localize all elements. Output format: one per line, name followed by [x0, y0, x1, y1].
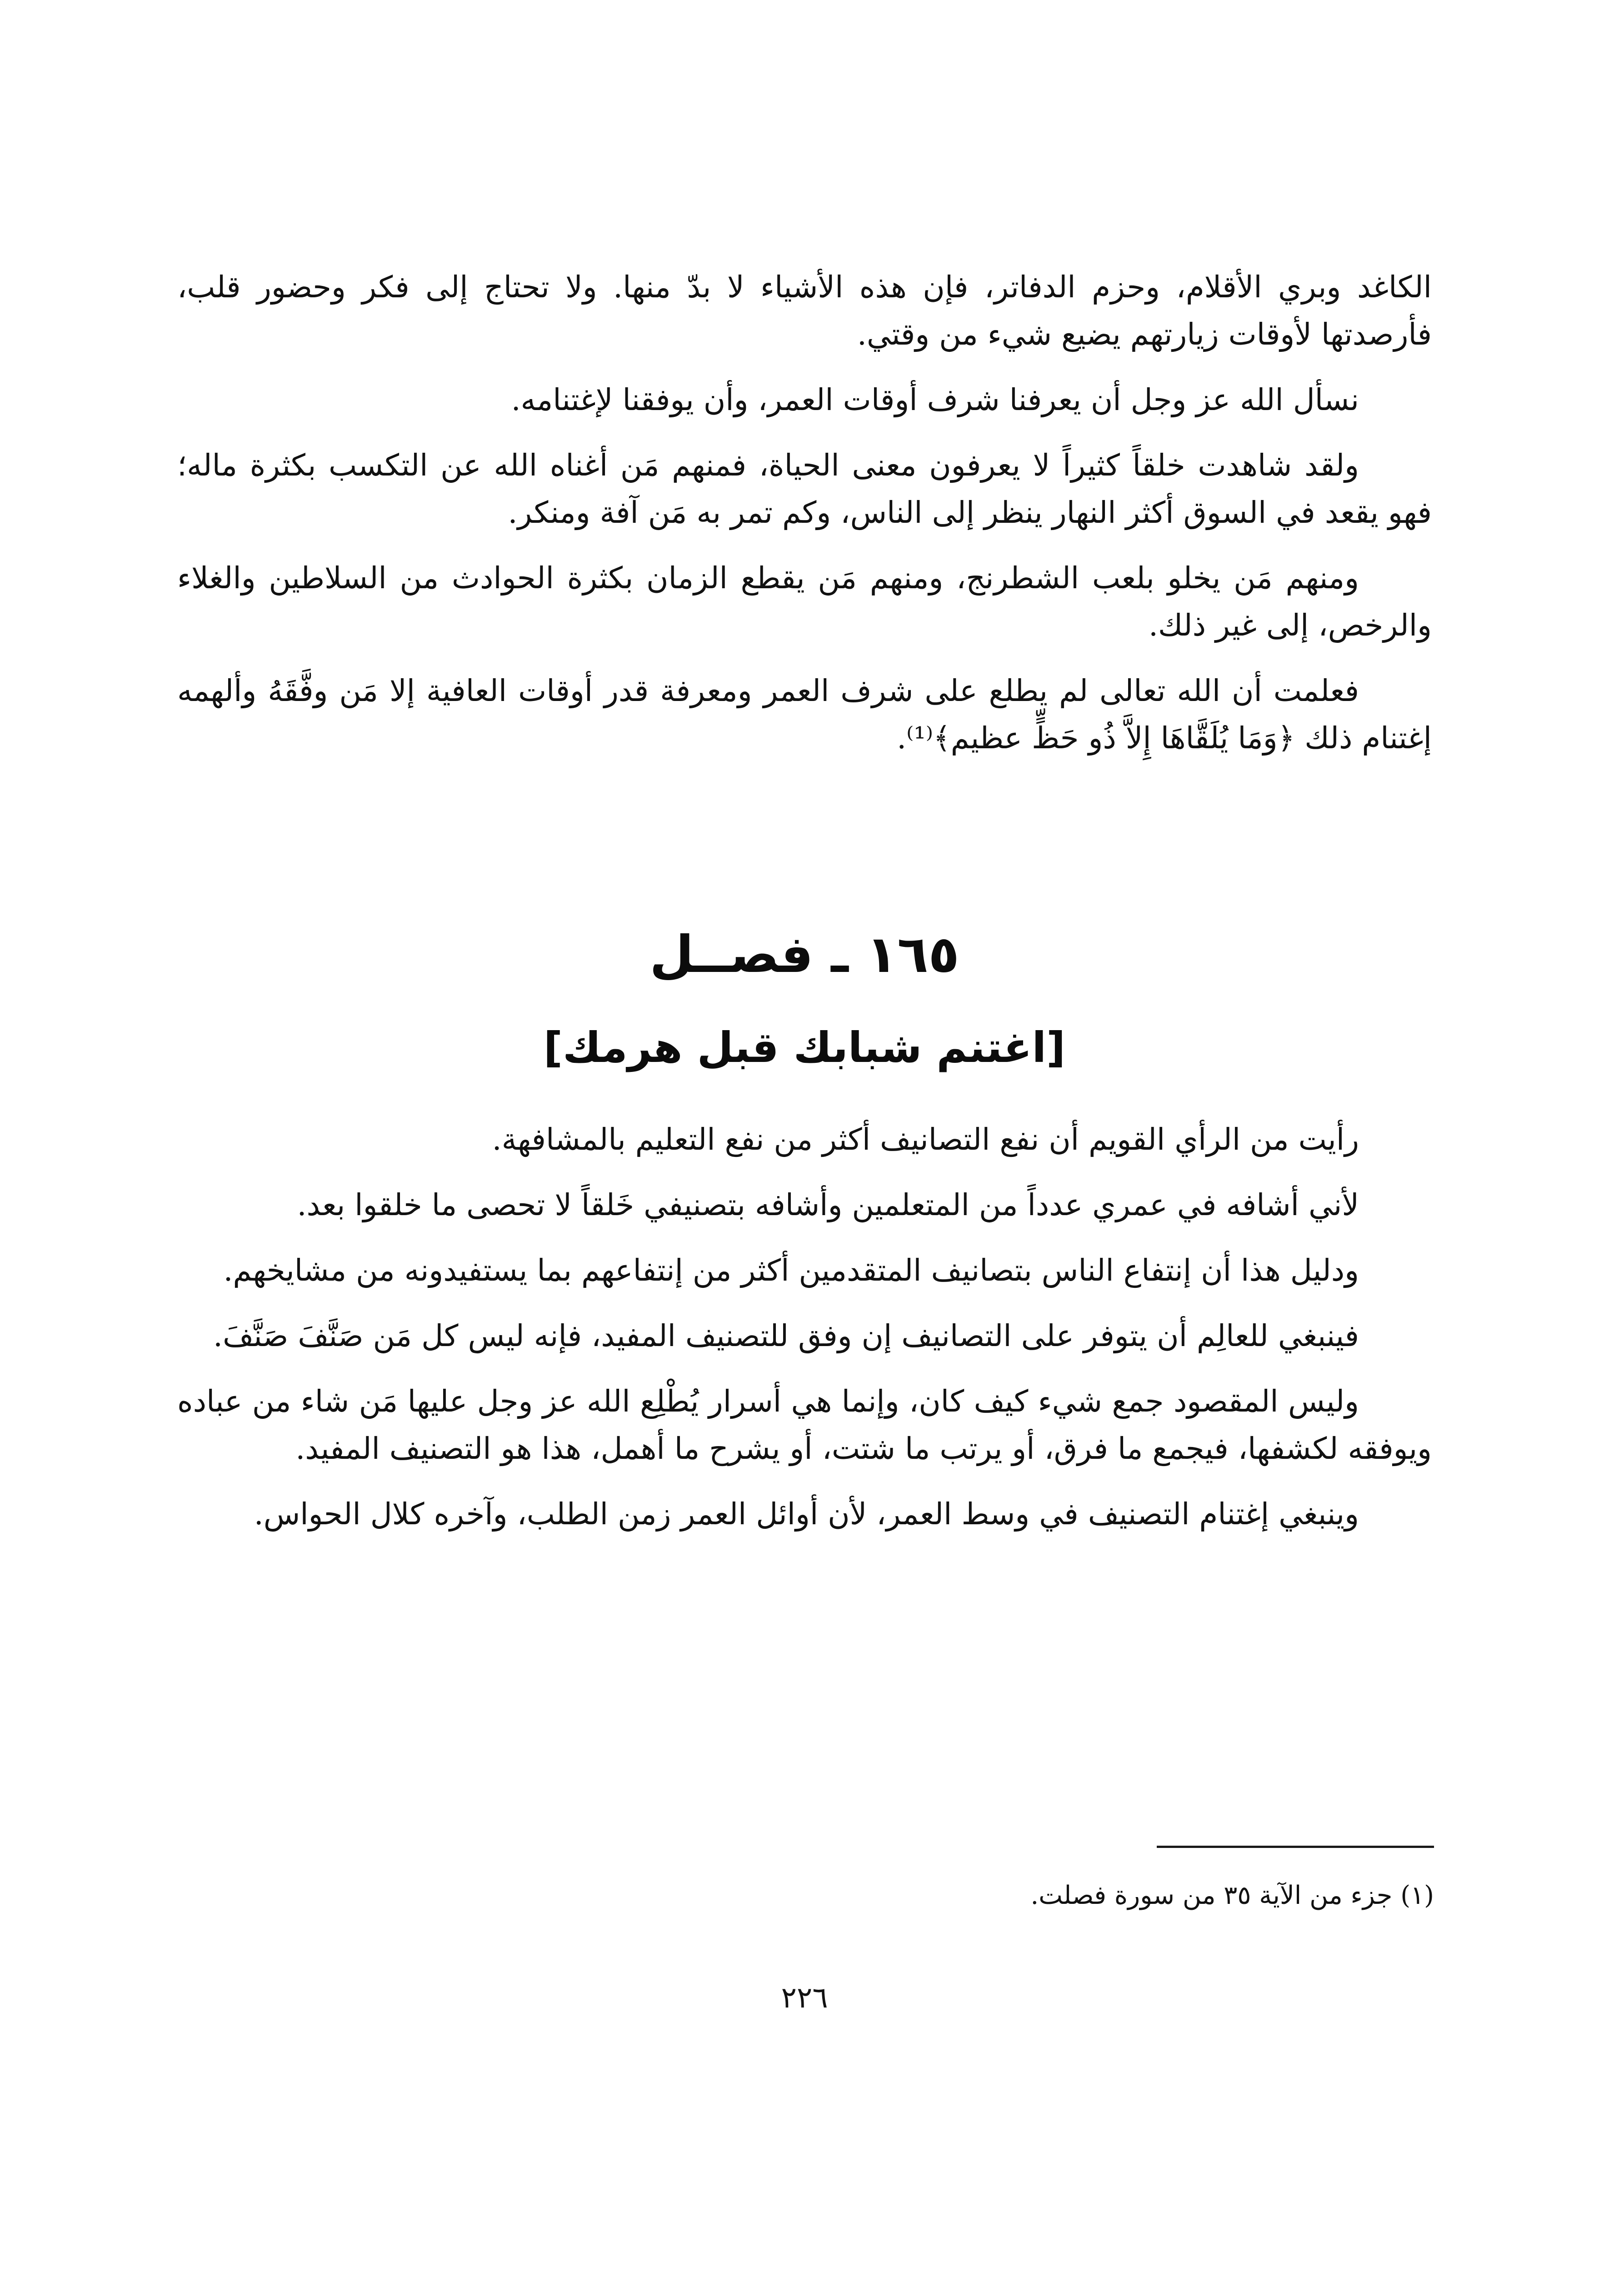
paragraph: لأني أشافه في عمري عدداً من المتعلمين وأشافه بتصنيفي خَلقاً لا تحصى ما خلقوا بعد. [297, 1187, 1359, 1222]
section-title: ١٦٥ ـ فصــل [650, 925, 959, 984]
footnote: (١) جزء من الآية ٣٥ من سورة فصلت. [1030, 1881, 1434, 1910]
paragraph: ودليل هذا أن إنتفاع الناس بتصانيف المتقدمين أكثر من إنتفاعهم بما يستفيدونه من مشايخهم. [223, 1253, 1359, 1288]
paragraph: فعلمت أن الله تعالى لم يطلع على شرف العمر ومعرفة قدر أوقات العافية إلا مَن وفَّقَهُ وألهمه إغتنام ذلك ﴿وَمَا يُلَقَّاهَا إِلاَّ ذُو حَظٍّ عظيم﴾⁽¹⁾. [177, 673, 1432, 756]
paragraph: رأيت من الرأي القويم أن نفع التصانيف أكثر من نفع التعليم بالمشافهة. [492, 1122, 1359, 1157]
paragraph: وينبغي إغتنام التصنيف في وسط العمر، لأن أوائل العمر زمن الطلب، وآخره كلال الحواس. [254, 1497, 1359, 1532]
paragraph: ولقد شاهدت خلقاً كثيراً لا يعرفون معنى الحياة، فمنهم مَن أغناه الله عن التكسب بكثرة ماله؛ فهو يقعد في السوق أكثر النهار ينظر إلى الناس، وكم تمر به مَن آفة ومنكر. [177, 448, 1432, 530]
footnote-divider [1157, 1846, 1434, 1848]
paragraph: وليس المقصود جمع شيء كيف كان، وإنما هي أسرار يُطْلِع الله عز وجل عليها مَن شاء من عباده ويوفقه لكشفها، فيجمع ما فرق، أو يرتب ما شتت، أو يشرح ما أهمل، هذا هو التصنيف المفيد. [177, 1384, 1432, 1466]
paragraph: ومنهم مَن يخلو بلعب الشطرنج، ومنهم مَن يقطع الزمان بكثرة الحوادث من السلاطين والغلاء والرخص، إلى غير ذلك. [177, 561, 1432, 643]
paragraph: نسأل الله عز وجل أن يعرفنا شرف أوقات العمر، وأن يوفقنا لإغتنامه. [511, 382, 1359, 417]
page-number: ٢٢٦ [781, 1981, 828, 2015]
paragraph: فينبغي للعالِم أن يتوفر على التصانيف إن وفق للتصنيف المفيد، فإنه ليس كل مَن صَنَّفَ صَنَّفَ. [213, 1318, 1359, 1353]
section-subtitle: [اغتنم شبابك قبل هرمك] [543, 1023, 1066, 1072]
paragraph: الكاغد وبري الأقلام، وحزم الدفاتر، فإن هذه الأشياء لا بدّ منها. ولا تحتاج إلى فكر وحضور قلب، فأرصدتها لأوقات زيارتهم يضيع شيء من وقتي. [177, 270, 1432, 352]
section-text-block [177, 1116, 1432, 1556]
top-text-block [177, 264, 1432, 780]
